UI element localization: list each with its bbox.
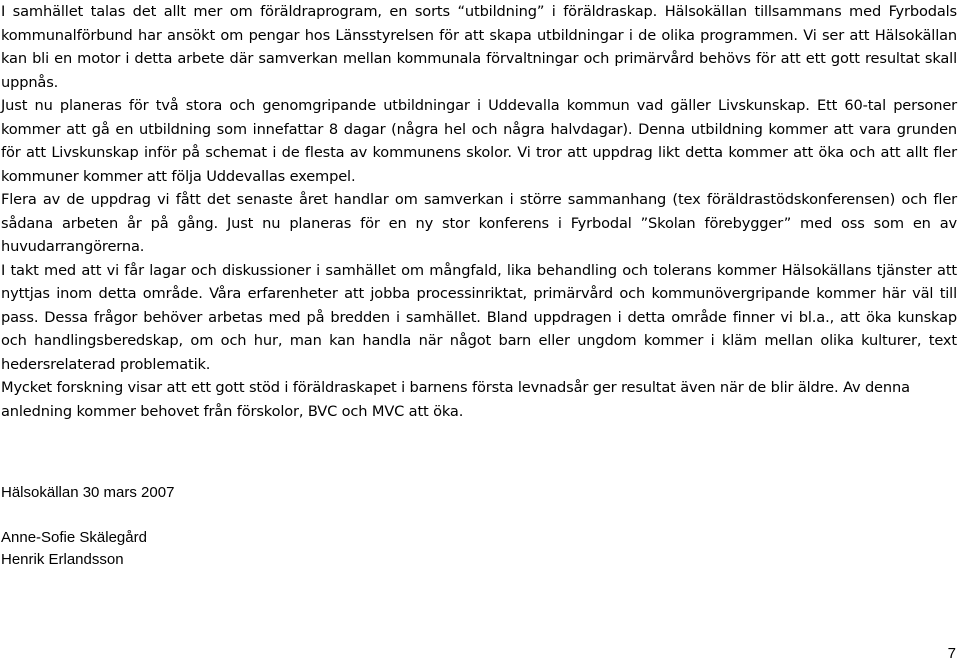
- paragraph-diversity-tolerance: I takt med att vi får lagar och diskussioner i samhället om mångfald, lika behandling och tolerans kommer Hälsokällans tjänster att nyttjas inom detta område. Våra erfarenheter att jobba processinriktat, primärvård och kommunövergripande kommer här väl till pass. Dessa frågor behöver arbetas med på bredden i samhället. Bland uppdragen i detta område finner vi bl.a., att öka kunskap och handlingsberedskap, om och hur, man kan handla när något barn eller ungdom kommer i kläm mellan olika kulturer, text hedersrelaterad problematik.: [1, 261, 957, 373]
- paragraph-life-skills-training: Just nu planeras för två stora och genomgripande utbildningar i Uddevalla kommun vad gäller Livskunskap. Ett 60-tal personer kommer att gå en utbildning som innefattar 8 dagar (några hel och några halvdagar). Denna utbildning kommer att vara grunden för att Livskunskap inför på schemat i de flesta av kommunens skolor. Vi tror att uppdrag likt detta kommer att öka och att allt fler kommuner kommer att följa Uddevallas exempel.: [1, 97, 957, 185]
- paragraph-research-parenting: Mycket forskning visar att ett gott stöd i föräldraskapet i barnens första levnadsår ger resultat även när de blir äldre. Av denna anledning kommer behovet från förskolor, BVC och MVC att öka.: [1, 379, 910, 420]
- signature-place-date: Hälsokällan 30 mars 2007: [1, 484, 175, 501]
- signature-name-1: Anne-Sofie Skälegård: [1, 529, 147, 546]
- page-number: 7: [947, 645, 956, 662]
- paragraph-collaboration-conferences: Flera av de uppdrag vi fått det senaste året handlar om samverkan i större sammanhang (tex föräldrastödskonferensen) och fler sådana arbeten år på gång. Just nu planeras för en ny stor konferens i Fyrbodal ”Skolan förebygger” med oss som en av huvudarrangörerna.: [1, 191, 957, 255]
- paragraph-parent-programs: I samhället talas det allt mer om föräldraprogram, en sorts “utbildning” i föräldraskap. Hälsokällan tillsammans med Fyrbodals kommunalförbund har ansökt om pengar hos Länsstyrelsen för att skapa utbildningar i de olika programmen. Vi ser att Hälsokällan kan bli en motor i detta arbete där samverkan mellan kommunala förvaltningar och primärvård behövs för att ett gott resultat skall uppnås.: [1, 3, 957, 91]
- document-body: [1, 0, 957, 423]
- signature-name-2: Henrik Erlandsson: [1, 551, 124, 568]
